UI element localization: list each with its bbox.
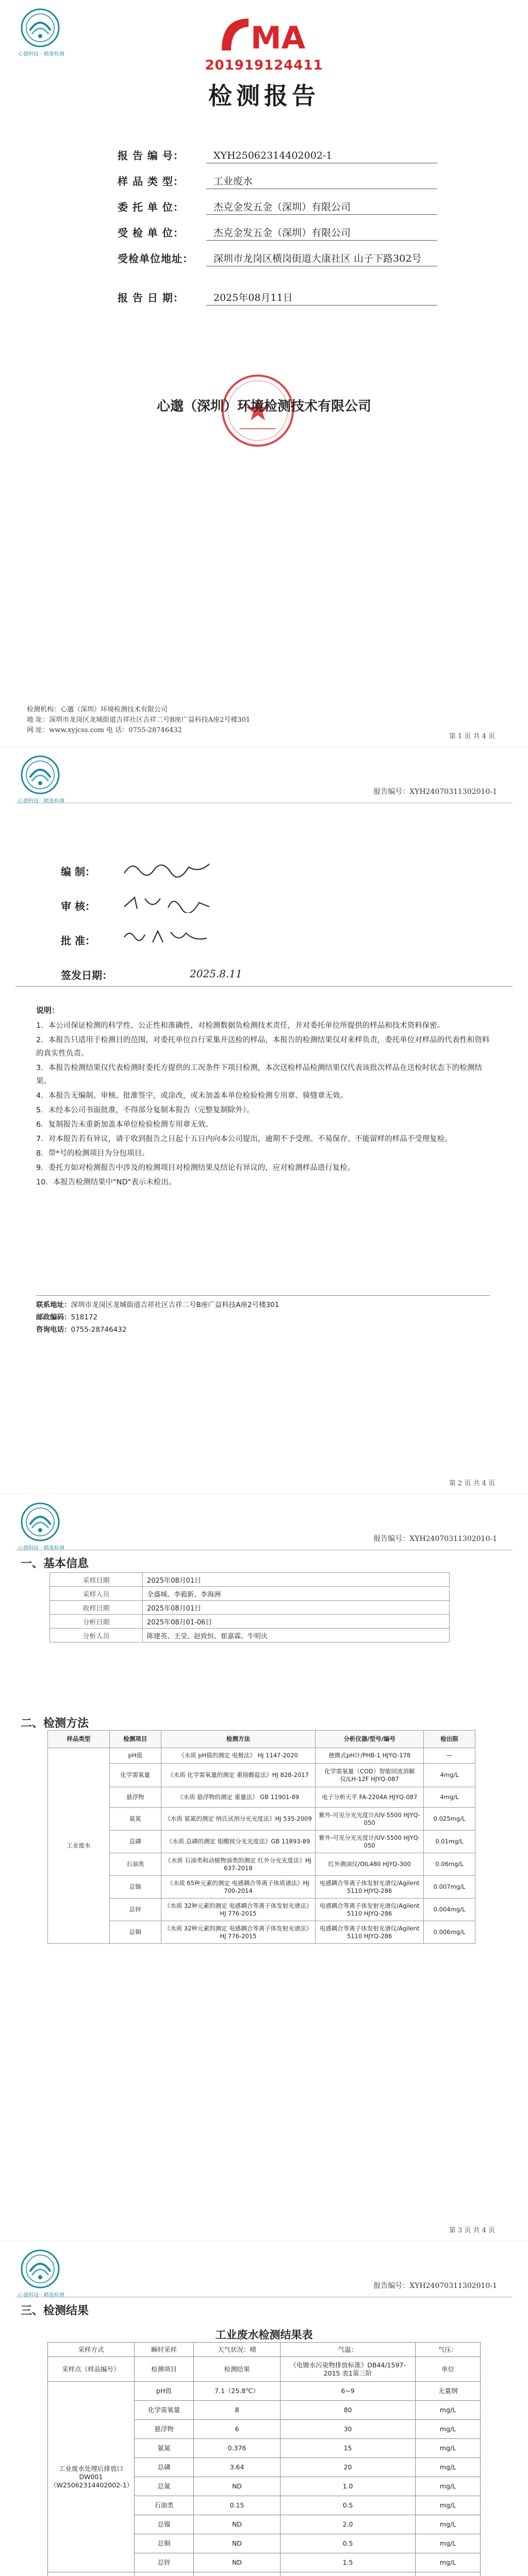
report-cover-page [0, 0, 528, 747]
header-report-no: 报告编号：XYH24070311302010-1 [373, 788, 497, 796]
footer-line: 检测机构：心邈（深圳）环境检测技术有限公司 [27, 706, 168, 714]
cma-letters: MA [251, 20, 306, 56]
results-table [47, 2342, 481, 2576]
field-value: 杰克金发五金（深圳）有限公司 [206, 200, 437, 215]
sample-point-cell: 工业废水处理后排放口 DW001（W25062314402002-1） [48, 2382, 135, 2572]
signature-row-compiler [61, 844, 267, 878]
field-client [118, 200, 437, 226]
header-report-no: 报告编号：XYH24070311302010-1 [373, 1535, 497, 1543]
note-item: 9．委托方如对检测报告中涉及的检测项目对检测结果及结论有异议的，应对检测样品进行复检。 [36, 1164, 355, 1172]
table-row: 化学需氧量 《水质 化学需氧量的测定 重铬酸盐法》HJ 828-2017 化学需氧量（COD）智能回流消解仪/LH-12F HJYQ-087 4mg/L [48, 1764, 475, 1787]
cma-number: 201919124411 [205, 58, 323, 73]
table-row: 总磷 《水质 总磷的测定 钼酸铵分光光度法》GB 11893-89 紫外-可见分光光度计/UV-5500 HJYQ-050 0.01mg/L [48, 1831, 475, 1853]
notes-list [36, 1019, 490, 1190]
footer-line: 地 址：深圳市龙岗区龙城街道吉祥社区吉祥二号B座广益科技A座2号楼301 [27, 716, 251, 724]
signature-label: 批 准： [61, 935, 95, 947]
contact-info [36, 1295, 490, 1336]
signature-row-approver [61, 913, 267, 947]
results-table-caption: 工业废水检测结果表 [215, 2329, 313, 2341]
field-value: 杰克金发五金（深圳）有限公司 [206, 226, 437, 241]
handwritten-signature [118, 927, 267, 947]
table-row: 总铜 《水质 32种元素的测定 电感耦合等离子体发射光谱法》HJ 776-2015 电感耦合等离子体发射光谱仪/Agilent 5110 HJYQ-286 0.006mg/L [48, 1921, 475, 1944]
section-title-methods: 二、检测方法 [21, 1717, 89, 1730]
contact-address: 联系地址：深圳市龙岗区龙城街道吉祥社区吉祥二号B座广益科技A座2号楼301 [36, 1301, 279, 1309]
table-header-row: 采样方式 瞬时采样 天气状况：晴 气温： 气压： [48, 2343, 481, 2357]
table-header-row: 样品类型 检测项目 检测方法 分析仪器/型号/编号 检出限 [48, 1731, 475, 1748]
table-row: 总氮 ND 1.0 mg/L [48, 2477, 481, 2496]
field-report-date [118, 291, 437, 316]
company-logo-icon [20, 7, 61, 48]
section-title-results: 三、检测结果 [21, 2304, 89, 2317]
issue-date-value: 2025.8.11 [190, 968, 242, 980]
field-value: 工业废水 [206, 174, 437, 189]
issuing-organization: 心邈（深圳）环境检测技术有限公司 [156, 399, 371, 414]
signature-label: 编 制： [61, 866, 95, 878]
handwritten-signature [118, 858, 267, 878]
table-row: 石油类 《水质 石油类和动植物油类的测定 红外分光光度法》HJ 637-2018 红外测油仪/OIL480 HJYQ-300 0.06mg/L [48, 1853, 475, 1876]
field-label: 报 告 日 期： [118, 292, 184, 304]
basic-info-table [50, 1572, 450, 1642]
logo-caption: 心德科技 · 精准检测 [18, 1546, 64, 1551]
field-value: 深圳市龙岗区横岗街道大康社区 山子下路302号 [206, 251, 437, 266]
field-value: 2025年08月11日 [206, 291, 437, 306]
table-row: 总磷 3.64 20 mg/L [48, 2458, 481, 2477]
cover-fields [118, 148, 437, 316]
methods-table [47, 1730, 475, 1944]
table-row [48, 2572, 481, 2576]
table-row: 化学需氧量 8 80 mg/L [48, 2401, 481, 2420]
table-row: 总铜 ND 0.5 mg/L [48, 2534, 481, 2553]
signature-row-issue-date [61, 947, 267, 982]
field-label: 受 检 单 位： [118, 227, 184, 239]
cover-footer [27, 705, 250, 736]
signature-notes-page [0, 747, 528, 1494]
table-row: 总锌 ND 1.5 mg/L [48, 2553, 481, 2572]
note-item: 4．本报告无编制、审核、批准签字，或涂改，或未加盖本单位检验检测专用章、骑缝章无效。 [36, 1092, 348, 1100]
field-report-no [118, 148, 437, 174]
table-row: 工业废水处理后排放口 DW001（W25062314402002-1） pH值 7.1（25.8℃） 6~9 无量纲 [48, 2382, 481, 2401]
company-logo-icon [20, 1501, 61, 1543]
notes-title: 说明： [36, 1006, 60, 1015]
field-label: 样 品 类 型： [118, 175, 184, 188]
note-item: 2．本报告只适用于检测目的范围，对委托单位自行采集并送检的样品，本报告的检测结果仅对来样负责，委托单位对样品的代表性和资料的真实性负责。 [36, 1036, 490, 1058]
field-value: XYH25062314402002-1 [206, 148, 437, 163]
note-item: 3．本报告检测结果仅代表检测时委托方提供的工况条件下项目检测，本次送检样品检测结果仅代表该批次样品在送检时状态下的检测结果。 [36, 1064, 482, 1086]
table-row: 石油类 0.15 0.5 mg/L [48, 2496, 481, 2515]
table-row: 氨氮 《水质 氨氮的测定 纳氏试剂分光光度法》HJ 535-2009 紫外-可见分光光度计/UV-5500 HJYQ-050 0.025mg/L [48, 1808, 475, 1831]
signature-label: 签发日期： [61, 969, 112, 981]
contact-zip: 邮政编码：518172 [36, 1313, 98, 1321]
table-row: 工业废水 pH值 《水质 pH值的测定 电极法》 HJ 1147-2020 便携式pH计/PHB-1 HJYQ-178 — [48, 1748, 475, 1764]
contact-phone: 咨询电话：0755-28746432 [36, 1326, 127, 1334]
page-number: 第 1 页 共 4 页 [449, 733, 495, 740]
note-item: 5．未经本公司书面批准，不得部分复制本报告（完整复制除外）。 [36, 1106, 254, 1114]
field-label: 委 托 单 位： [118, 201, 184, 213]
handwritten-signature [118, 892, 267, 913]
sample-type-cell: 工业废水 [48, 1748, 110, 1944]
table-row: 氨氮 0.376 15 mg/L [48, 2439, 481, 2458]
note-item: 7．对本报告若有异议，请于收到报告之日起十五日内向本公司提出，逾期不予受理。不易保存、不能留样的样品不受理复检。 [36, 1135, 452, 1143]
signature-label: 审 核： [61, 900, 95, 912]
logo-caption: 心德科技 · 精准检测 [18, 2293, 64, 2298]
report-title: 检测报告 [208, 82, 320, 110]
signature-block [61, 844, 267, 982]
note-item: 10．本报告检测结果中"ND"表示未检出。 [36, 1178, 176, 1187]
table-row: 悬浮物 《水质 悬浮物的测定 重量法》 GB 11901-89 电子分析天平 FA-2204A HJYQ-087 4mg/L [48, 1787, 475, 1808]
cma-certification-icon [217, 14, 309, 56]
basic-info-methods-page [0, 1494, 528, 2241]
field-label: 受检单位地址： [118, 252, 193, 265]
company-logo-icon [20, 2248, 61, 2290]
company-logo-icon [20, 754, 61, 795]
field-label: 报 告 编 号： [118, 149, 184, 162]
page-number: 第 3 页 共 4 页 [449, 2227, 495, 2234]
table-row: 收样日期 2025年08月01日 [50, 1601, 450, 1615]
logo-caption: 心德科技 · 精准检测 [18, 52, 64, 57]
note-item: 8．带*号的检测项目为分包项目。 [36, 1149, 150, 1158]
table-header-row: 采样点（样品编号） 检测项目 检测结果 《电镀水污染物排放标准》DB44/1597-2015 表1第三阶 单位 [48, 2357, 481, 2382]
signature-row-reviewer [61, 878, 267, 913]
handwritten-date [118, 961, 267, 982]
table-row: 总镍 ND 2.0 mg/L [48, 2515, 481, 2534]
logo-caption: 心德科技 · 精准检测 [18, 799, 64, 804]
section-title-basic-info: 一、基本信息 [21, 1557, 89, 1570]
table-row: 总镍 《水质 65种元素的测定 电感耦合等离子体质谱法》HJ 700-2014 电感耦合等离子体发射光谱仪/Agilent 5110 HJYQ-286 0.007mg/L [48, 1876, 475, 1899]
page-number: 第 2 页 共 4 页 [449, 1480, 495, 1487]
table-row: 分析日期 2025年08月01-06日 [50, 1615, 450, 1629]
note-item: 1．本公司保证检测的科学性、公正性和准确性，对检测数据负检测技术责任，并对委托单位所提供的样品和技术资料保密。 [36, 1022, 445, 1030]
table-row: 悬浮物 6 30 mg/L [48, 2420, 481, 2439]
note-item: 6．复制报告未重新加盖本单位检验检测专用章无效。 [36, 1121, 213, 1129]
table-row: 采样人员 全盛城、李毅新、李海洲 [50, 1587, 450, 1601]
field-address [118, 251, 437, 291]
section-divider [15, 986, 513, 987]
results-page [0, 2241, 528, 2576]
sample-point-cell [48, 2572, 135, 2576]
header-report-no: 报告编号：XYH24070311302010-1 [373, 2282, 497, 2290]
footer-line: 网 址：www.xyjcss.com 电 话：0755-28746432 [27, 726, 182, 734]
field-sample-type [118, 174, 437, 200]
table-row: 分析人员 陈建英、王莹、赵致恒、崔嘉霖、牛明庆 [50, 1629, 450, 1642]
field-inspected-unit [118, 226, 437, 251]
table-row: 总锌 《水质 32种元素的测定 电感耦合等离子体发射光谱法》HJ 776-2015 电感耦合等离子体发射光谱仪/Agilent 5110 HJYQ-286 0.004mg/L [48, 1899, 475, 1921]
table-row: 采样日期 2025年08月01日 [50, 1573, 450, 1587]
